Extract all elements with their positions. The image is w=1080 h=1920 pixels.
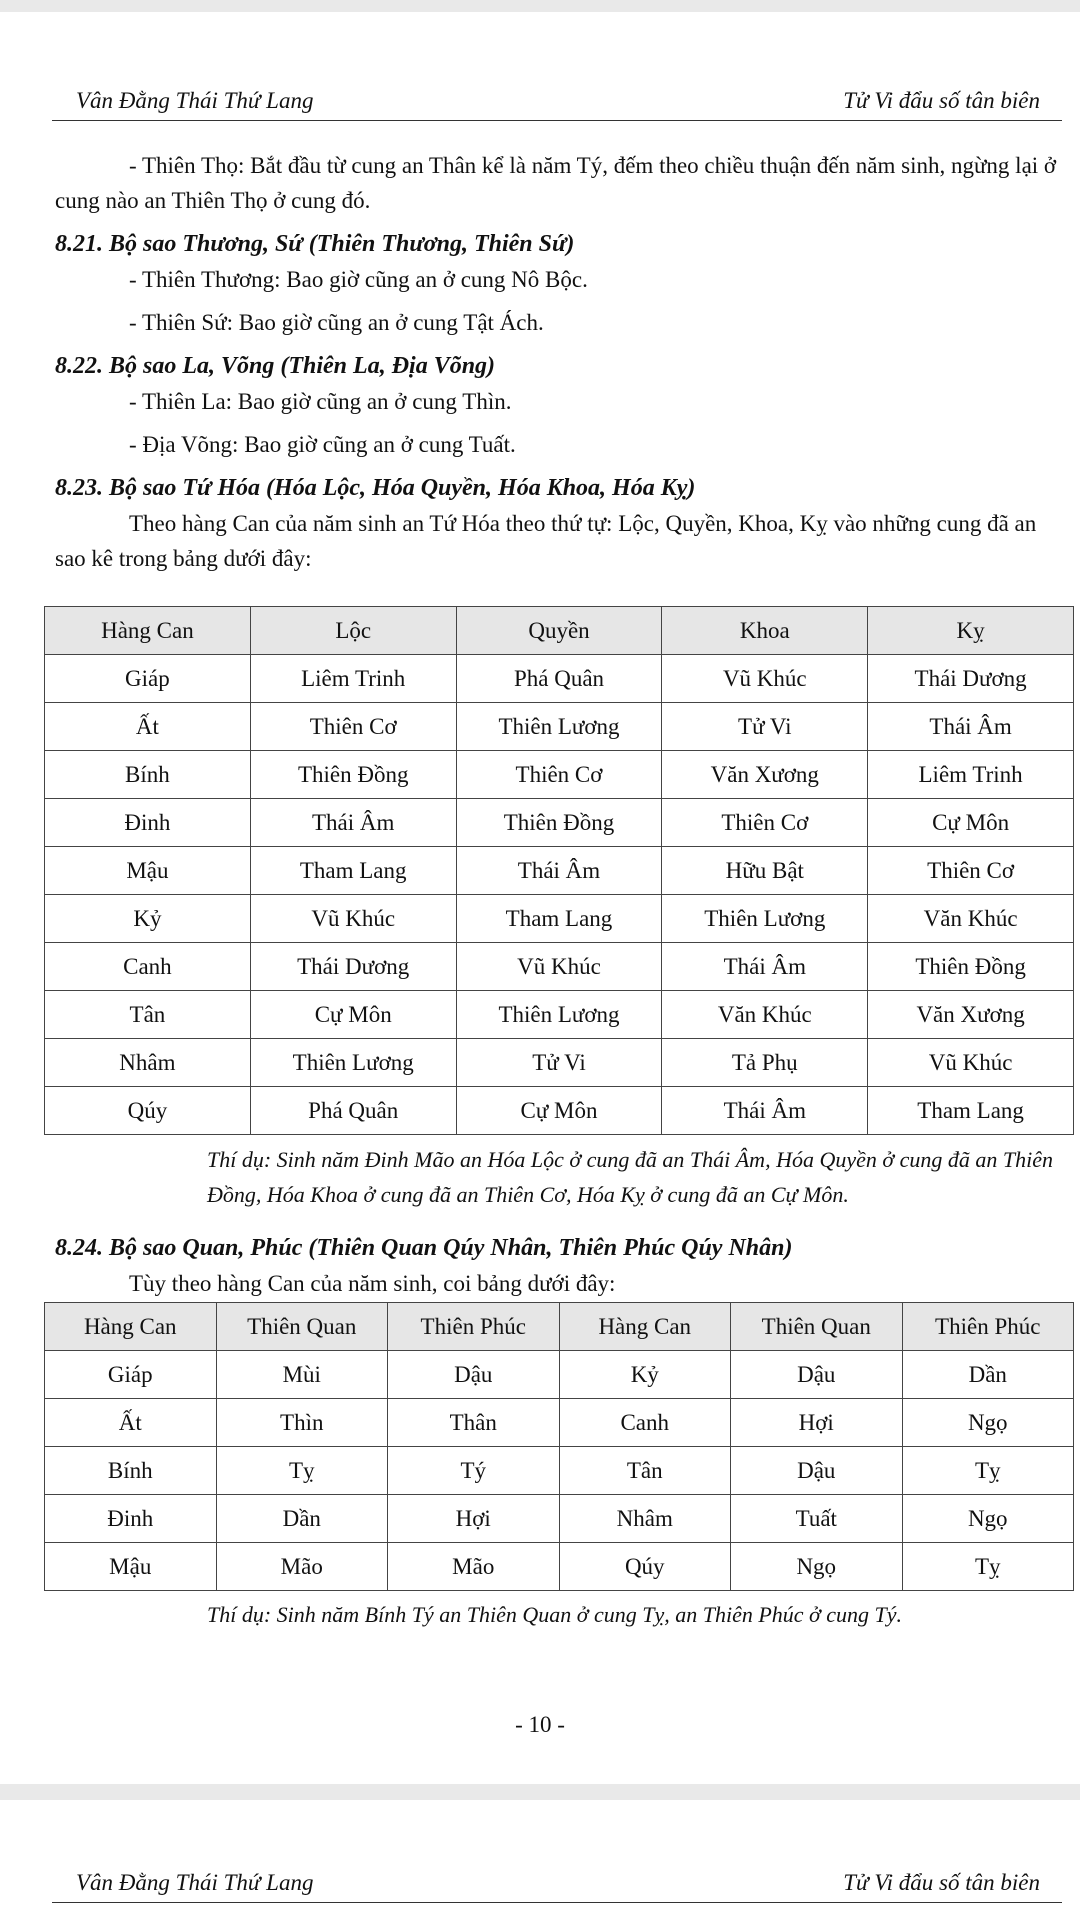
table-cell: Tỵ xyxy=(902,1543,1074,1591)
table-cell: Thân xyxy=(388,1399,560,1447)
table-cell: Qúy xyxy=(45,1087,251,1135)
table-cell: Giáp xyxy=(45,1351,217,1399)
table-row xyxy=(45,751,1074,799)
table-row xyxy=(45,1399,1074,1447)
table-header-row xyxy=(45,1303,1074,1351)
table-cell: Tham Lang xyxy=(456,895,662,943)
table-cell: Tham Lang xyxy=(250,847,456,895)
table-cell: Canh xyxy=(559,1399,731,1447)
column-header: Khoa xyxy=(662,607,868,655)
table-cell: Thái Âm xyxy=(868,703,1074,751)
table-row xyxy=(45,1039,1074,1087)
table-cell: Thái Dương xyxy=(868,655,1074,703)
table-row xyxy=(45,1495,1074,1543)
table-cell: Mão xyxy=(216,1543,388,1591)
section-8-24 xyxy=(55,1222,1060,1301)
table-cell: Dậu xyxy=(388,1351,560,1399)
table-cell: Thiên Lương xyxy=(250,1039,456,1087)
table-row xyxy=(45,1087,1074,1135)
table-row xyxy=(45,1351,1074,1399)
section-8-23-paragraph: Theo hàng Can của năm sinh an Tứ Hóa theo thứ tự: Lộc, Quyền, Khoa, Kỵ vào những cung đã an sao kê trong bảng dưới đây: xyxy=(55,511,1037,571)
table-row xyxy=(45,895,1074,943)
table-cell: Tỵ xyxy=(902,1447,1074,1495)
table-cell: Ất xyxy=(45,703,251,751)
table-cell: Đinh xyxy=(45,799,251,847)
table-cell: Thiên Lương xyxy=(662,895,868,943)
tu-hoa-example-note: Thí dụ: Sinh năm Đinh Mão an Hóa Lộc ở cung đã an Thái Âm, Hóa Quyền ở cung đã an Thiên Đồng, Hóa Khoa ở cung đã an Thiên Cơ, Hóa Kỵ ở cung đã an Cự Môn. xyxy=(207,1147,1053,1207)
table-row xyxy=(45,799,1074,847)
table-cell: Dậu xyxy=(731,1351,903,1399)
table-cell: Hợi xyxy=(731,1399,903,1447)
table-cell: Văn Khúc xyxy=(868,895,1074,943)
column-header: Kỵ xyxy=(868,607,1074,655)
table-cell: Văn Xương xyxy=(662,751,868,799)
table-cell: Cự Môn xyxy=(868,799,1074,847)
table-cell: Giáp xyxy=(45,655,251,703)
running-header xyxy=(52,1870,1062,1903)
table-cell: Cự Môn xyxy=(250,991,456,1039)
section-8-24-paragraph: Tùy theo hàng Can của năm sinh, coi bảng dưới đây: xyxy=(129,1271,616,1296)
table-cell: Thiên Cơ xyxy=(250,703,456,751)
section-heading-8-24: 8.24. Bộ sao Quan, Phúc (Thiên Quan Qúy Nhân, Thiên Phúc Qúy Nhân) xyxy=(55,1235,793,1261)
table-cell: Mão xyxy=(388,1543,560,1591)
quan-phuc-example-note: Thí dụ: Sinh năm Bính Tý an Thiên Quan ở cung Tỵ, an Thiên Phúc ở cung Tý. xyxy=(207,1602,903,1627)
page-number: - 10 - xyxy=(515,1712,565,1737)
header-author: Vân Đằng Thái Thứ Lang xyxy=(76,1870,314,1895)
table-cell: Canh xyxy=(45,943,251,991)
section-heading-8-22: 8.22. Bộ sao La, Võng (Thiên La, Địa Võng) xyxy=(55,353,496,379)
section-heading-8-23: 8.23. Bộ sao Tứ Hóa (Hóa Lộc, Hóa Quyền, Hóa Khoa, Hóa Kỵ) xyxy=(55,475,696,501)
table-cell: Mùi xyxy=(216,1351,388,1399)
table-cell: Liêm Trinh xyxy=(250,655,456,703)
table-cell: Mậu xyxy=(45,847,251,895)
column-header: Thiên Quan xyxy=(216,1303,388,1351)
header-book-title: Tử Vi đẩu số tân biên xyxy=(843,1870,1040,1895)
section-8-22-line: - Thiên La: Bao giờ cũng an ở cung Thìn. xyxy=(129,389,512,414)
document-page xyxy=(0,12,1080,1784)
table-header-row xyxy=(45,607,1074,655)
table-cell: Tham Lang xyxy=(868,1087,1074,1135)
table-cell: Liêm Trinh xyxy=(868,751,1074,799)
table-cell: Nhâm xyxy=(45,1039,251,1087)
column-header: Hàng Can xyxy=(45,1303,217,1351)
table-cell: Tử Vi xyxy=(456,1039,662,1087)
table-cell: Hữu Bật xyxy=(662,847,868,895)
table-row xyxy=(45,1447,1074,1495)
table-cell: Thiên Lương xyxy=(456,703,662,751)
intro-paragraph: - Thiên Thọ: Bắt đầu từ cung an Thân kể là năm Tý, đếm theo chiều thuận đến năm sinh, ngừng lại ở cung nào an Thiên Thọ ở cung đó. xyxy=(55,153,1057,213)
table-cell: Ất xyxy=(45,1399,217,1447)
table-cell: Cự Môn xyxy=(456,1087,662,1135)
table-cell: Phá Quân xyxy=(250,1087,456,1135)
table-cell: Vũ Khúc xyxy=(250,895,456,943)
table-cell: Bính xyxy=(45,751,251,799)
table-cell: Thái Âm xyxy=(662,943,868,991)
table-row xyxy=(45,655,1074,703)
table-row xyxy=(45,847,1074,895)
table-cell: Thiên Đồng xyxy=(456,799,662,847)
quan-phuc-table xyxy=(44,1302,1074,1591)
table-cell: Ngọ xyxy=(731,1543,903,1591)
section-8-21-line: - Thiên Sứ: Bao giờ cũng an ở cung Tật Ách. xyxy=(129,310,544,335)
column-header: Thiên Phúc xyxy=(388,1303,560,1351)
table-cell: Qúy xyxy=(559,1543,731,1591)
table-cell: Kỷ xyxy=(559,1351,731,1399)
table-cell: Thái Âm xyxy=(662,1087,868,1135)
section-8-21-line: - Thiên Thương: Bao giờ cũng an ở cung Nô Bộc. xyxy=(129,267,588,292)
table-cell: Vũ Khúc xyxy=(868,1039,1074,1087)
table-cell: Thái Âm xyxy=(250,799,456,847)
column-header: Hàng Can xyxy=(559,1303,731,1351)
table-cell: Nhâm xyxy=(559,1495,731,1543)
table-cell: Thìn xyxy=(216,1399,388,1447)
table-row xyxy=(45,943,1074,991)
table-cell: Thiên Cơ xyxy=(456,751,662,799)
header-author: Vân Đằng Thái Thứ Lang xyxy=(76,88,314,113)
column-header: Hàng Can xyxy=(45,607,251,655)
table-cell: Vũ Khúc xyxy=(662,655,868,703)
table-cell: Thái Dương xyxy=(250,943,456,991)
table-cell: Văn Khúc xyxy=(662,991,868,1039)
table-cell: Bính xyxy=(45,1447,217,1495)
column-header: Thiên Phúc xyxy=(902,1303,1074,1351)
next-page xyxy=(0,1800,1080,1920)
running-header xyxy=(52,88,1062,121)
table-cell: Dậu xyxy=(731,1447,903,1495)
table-cell: Dần xyxy=(216,1495,388,1543)
table-cell: Ngọ xyxy=(902,1495,1074,1543)
table-cell: Mậu xyxy=(45,1543,217,1591)
table-cell: Tân xyxy=(45,991,251,1039)
column-header: Thiên Quan xyxy=(731,1303,903,1351)
table-cell: Ngọ xyxy=(902,1399,1074,1447)
table-cell: Thiên Cơ xyxy=(868,847,1074,895)
main-content xyxy=(55,148,1060,576)
section-heading-8-21: 8.21. Bộ sao Thương, Sứ (Thiên Thương, Thiên Sứ) xyxy=(55,231,575,257)
table-cell: Tỵ xyxy=(216,1447,388,1495)
table-cell: Thiên Đồng xyxy=(250,751,456,799)
table-cell: Tý xyxy=(388,1447,560,1495)
table-cell: Tân xyxy=(559,1447,731,1495)
table-cell: Thiên Đồng xyxy=(868,943,1074,991)
header-book-title: Tử Vi đẩu số tân biên xyxy=(843,88,1040,113)
table-cell: Dần xyxy=(902,1351,1074,1399)
table-cell: Hợi xyxy=(388,1495,560,1543)
table-cell: Tử Vi xyxy=(662,703,868,751)
table-cell: Kỷ xyxy=(45,895,251,943)
table-cell: Tuất xyxy=(731,1495,903,1543)
tu-hoa-table xyxy=(44,606,1074,1135)
table-cell: Thiên Lương xyxy=(456,991,662,1039)
table-cell: Thiên Cơ xyxy=(662,799,868,847)
section-8-22-line: - Địa Võng: Bao giờ cũng an ở cung Tuất. xyxy=(129,432,516,457)
table-cell: Phá Quân xyxy=(456,655,662,703)
column-header: Lộc xyxy=(250,607,456,655)
table-cell: Tả Phụ xyxy=(662,1039,868,1087)
column-header: Quyền xyxy=(456,607,662,655)
table-row xyxy=(45,703,1074,751)
table-row xyxy=(45,1543,1074,1591)
table-cell: Thái Âm xyxy=(456,847,662,895)
table-row xyxy=(45,991,1074,1039)
table-cell: Văn Xương xyxy=(868,991,1074,1039)
table-cell: Đinh xyxy=(45,1495,217,1543)
table-cell: Vũ Khúc xyxy=(456,943,662,991)
